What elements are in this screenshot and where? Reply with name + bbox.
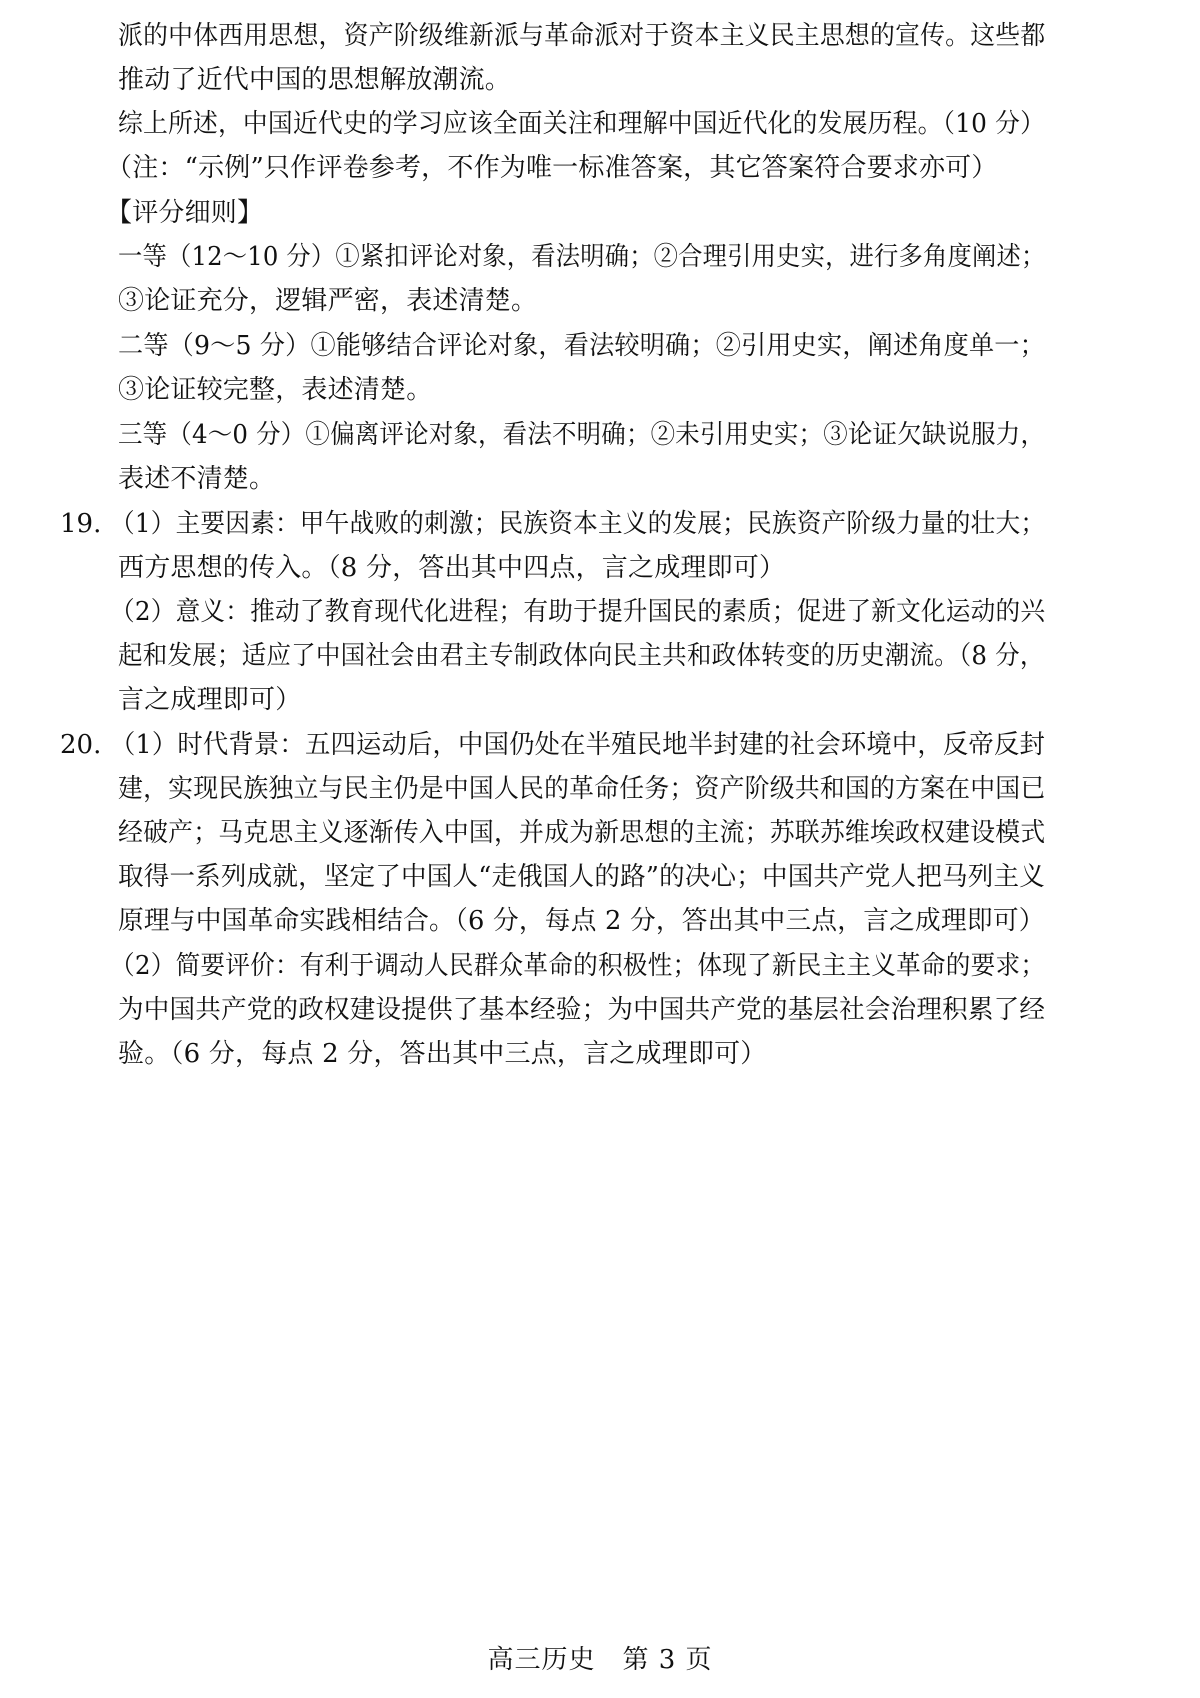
text-line: 表述不清楚。 xyxy=(118,464,276,494)
answer-line: 取得一系列成就，坚定了中国人“走俄国人的路”的决心；中国共产党人把马列主义 xyxy=(118,862,1046,892)
question-number: 19. xyxy=(60,509,102,539)
text-line: ③论证较完整，表述清楚。 xyxy=(118,375,433,405)
answer-line: （2）简要评价：有利于调动人民群众革命的积极性；体现了新民主主义革命的要求； xyxy=(110,951,1046,981)
text-line: 二等（9～5 分）①能够结合评论对象，看法较明确；②引用史实，阐述角度单一； xyxy=(118,331,1045,361)
answer-line: 原理与中国革命实践相结合。（6 分，每点 2 分，答出其中三点，言之成理即可） xyxy=(118,906,1045,936)
text-line: ③论证充分，逻辑严密，表述清楚。 xyxy=(118,286,538,316)
section-heading: 【评分细则】 xyxy=(106,198,264,228)
page-footer: 高三历史 第 3 页 xyxy=(487,1645,713,1675)
note-line: （注：“示例”只作评卷参考，不作为唯一标准答案，其它答案符合要求亦可） xyxy=(106,153,998,183)
answer-line: 西方思想的传入。（8 分，答出其中四点，言之成理即可） xyxy=(118,553,786,583)
text-line: 综上所述，中国近代史的学习应该全面关注和理解中国近代化的发展历程。（10 分） xyxy=(118,109,1046,139)
text-line: 派的中体西用思想，资产阶级维新派与革命派对于资本主义民主思想的宣传。这些都 xyxy=(118,21,1046,51)
answer-line: （1）时代背景：五四运动后，中国仍处在半殖民地半封建的社会环境中，反帝反封 xyxy=(110,730,1045,760)
answer-line: 验。（6 分，每点 2 分，答出其中三点，言之成理即可） xyxy=(118,1039,767,1069)
text-line: 一等（12～10 分）①紧扣评论对象，看法明确；②合理引用史实，进行多角度阐述； xyxy=(118,242,1046,272)
text-line: 三等（4～0 分）①偏离评论对象，看法不明确；②未引用史实；③论证欠缺说服力， xyxy=(118,420,1046,450)
answer-line: 起和发展；适应了中国社会由君主专制政体向民主共和政体转变的历史潮流。（8 分， xyxy=(118,641,1045,671)
question-number: 20. xyxy=(60,730,102,760)
answer-line: （1）主要因素：甲午战败的刺激；民族资本主义的发展；民族资产阶级力量的壮大； xyxy=(110,509,1046,539)
text-line: 推动了近代中国的思想解放潮流。 xyxy=(118,65,512,95)
answer-line: 言之成理即可） xyxy=(118,685,302,715)
answer-line: 经破产；马克思主义逐渐传入中国，并成为新思想的主流；苏联苏维埃政权建设模式 xyxy=(118,818,1046,848)
answer-line: （2）意义：推动了教育现代化进程；有助于提升国民的素质；促进了新文化运动的兴 xyxy=(110,597,1046,627)
answer-line: 为中国共产党的政权建设提供了基本经验；为中国共产党的基层社会治理积累了经 xyxy=(118,995,1046,1025)
answer-line: 建，实现民族独立与民主仍是中国人民的革命任务；资产阶级共和国的方案在中国已 xyxy=(118,774,1046,804)
